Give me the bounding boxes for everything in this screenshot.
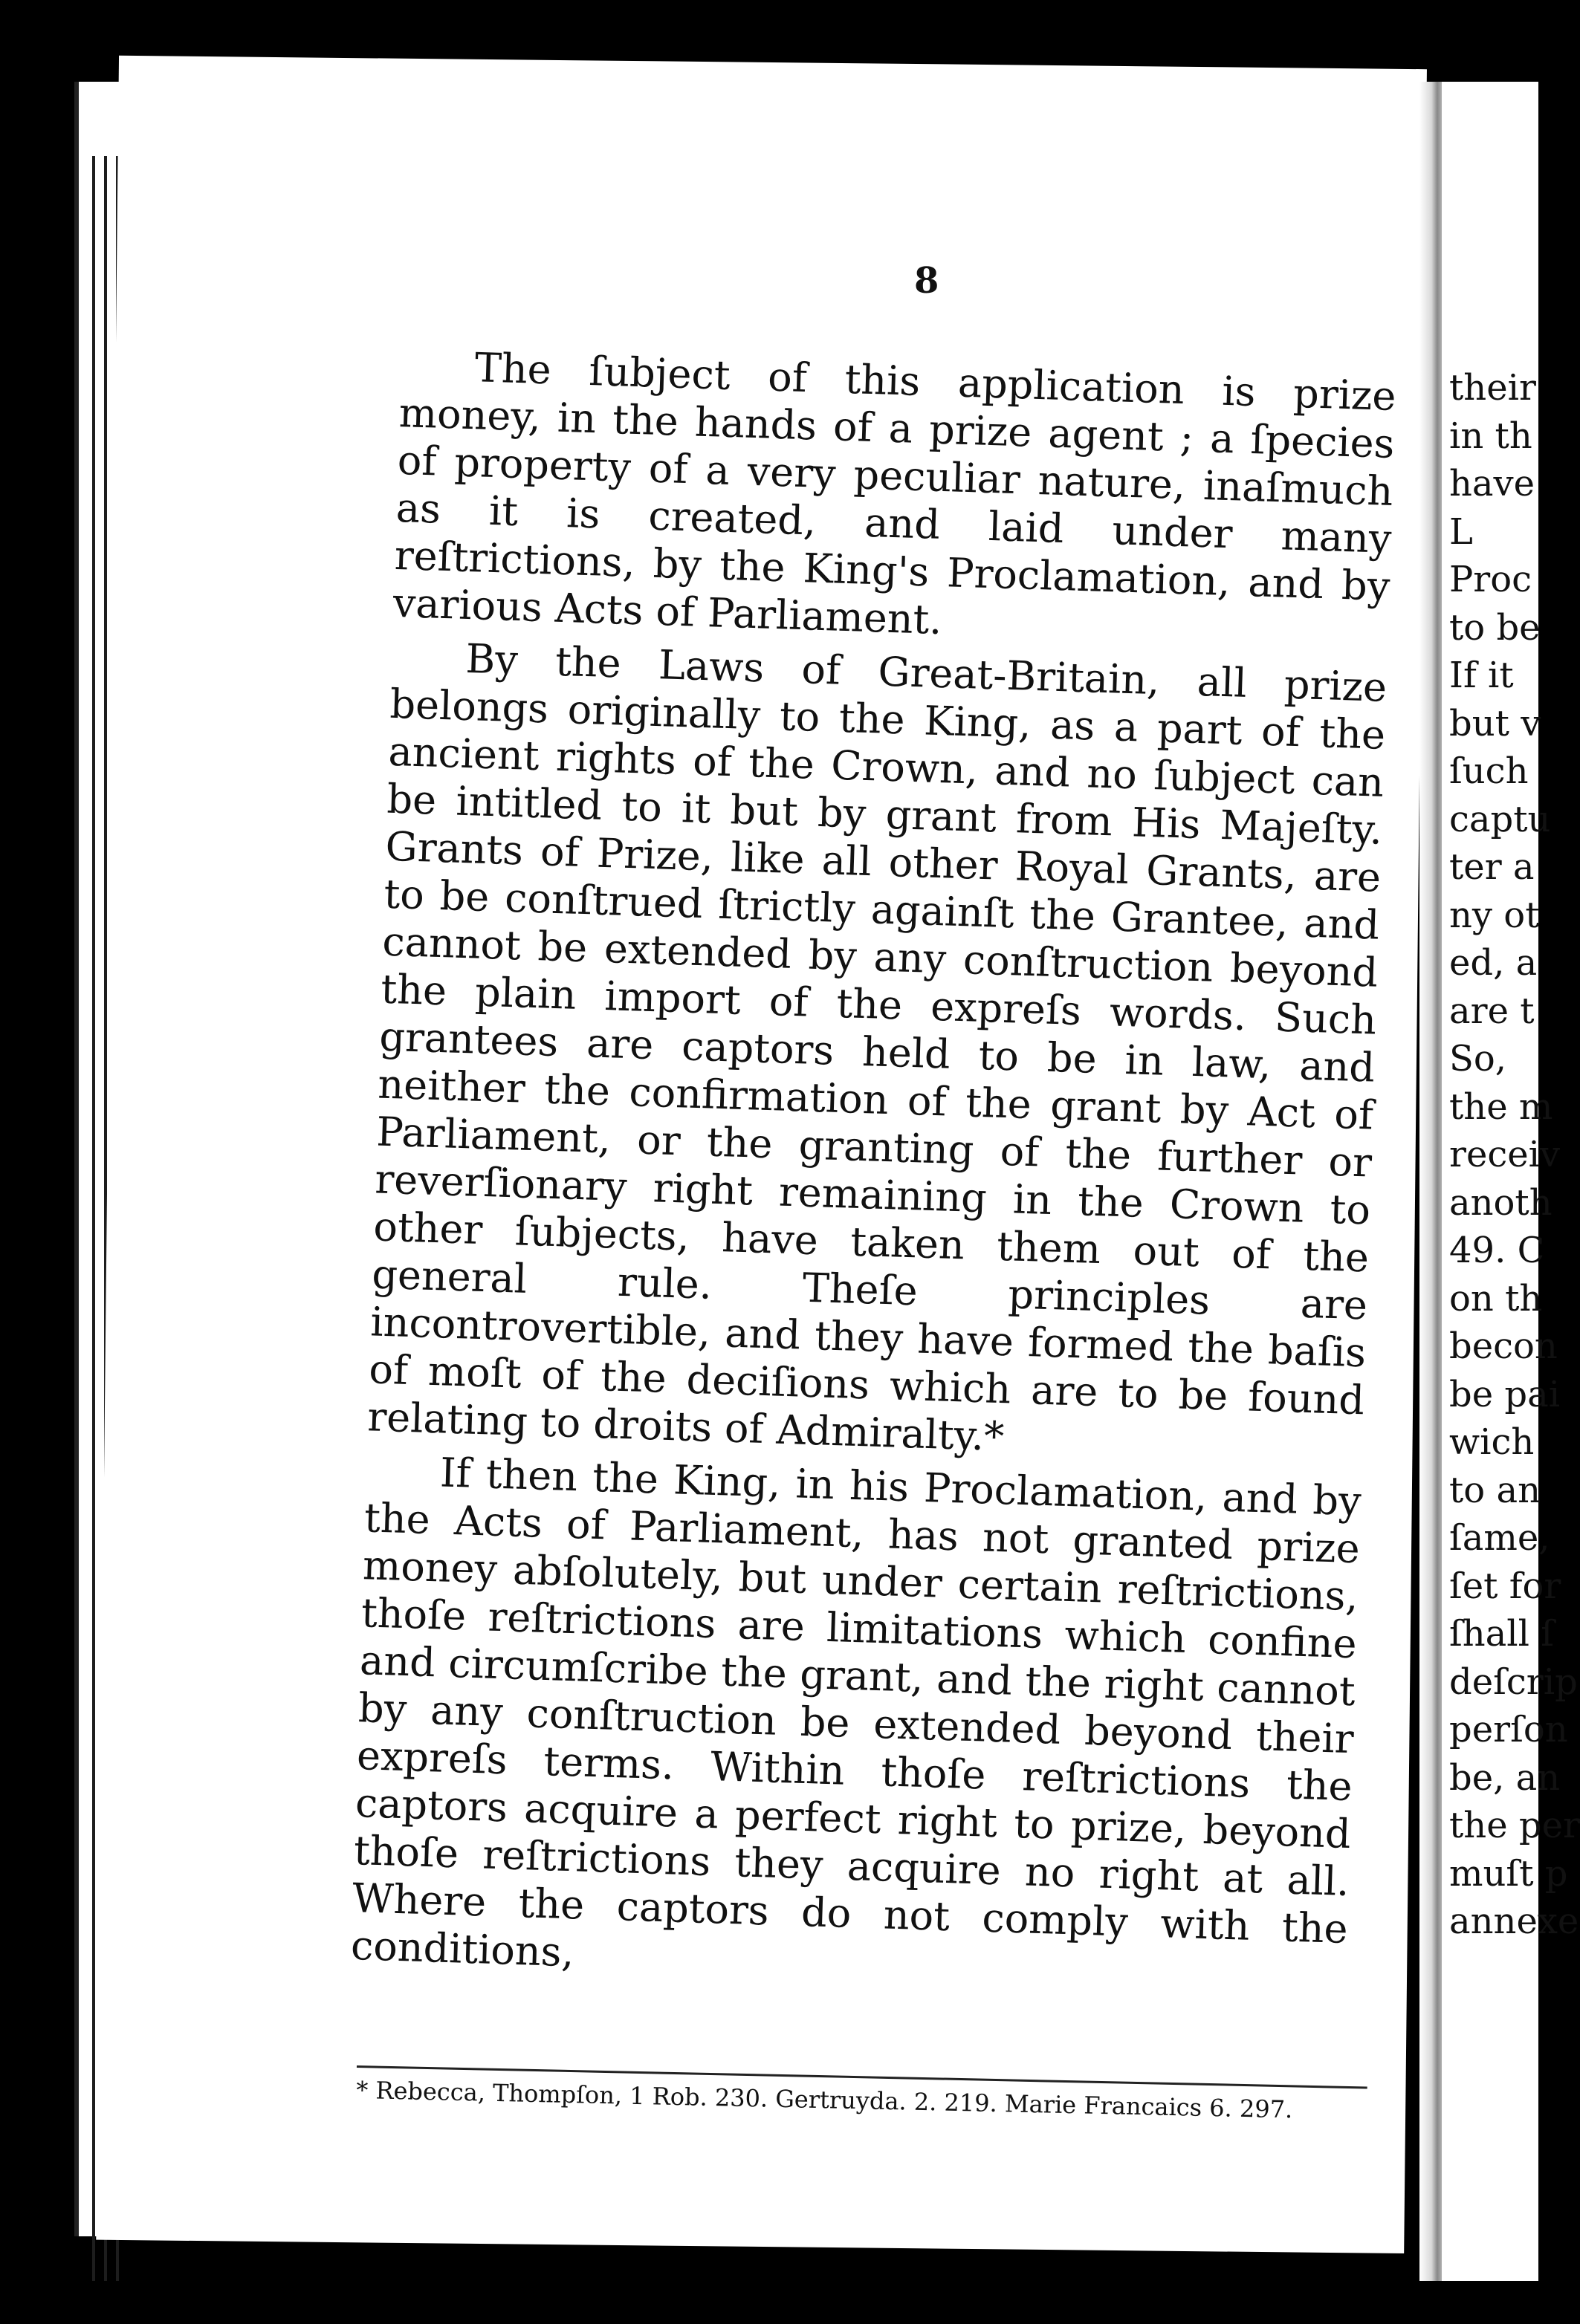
right-page-line: but v xyxy=(1449,702,1541,744)
right-page-line: receiv xyxy=(1449,1134,1561,1175)
right-page-line: on th xyxy=(1449,1277,1543,1320)
paragraph: If then the King, in his Proclamation, and by the Acts of Parliament, has not granted prize money abſolutely, but under certain reſtrictions, thoſe reſtrictions are limitations which confine and circumſcribe the grant, and the right cannot by any conſtruction be extended beyond their expreſs terms. Within thoſe reſtrictions the captors acquire a perfect right to prize, beyond thoſe reſtrictions they acquire no right at all. Where the captors do not comply with the conditions, xyxy=(350,1449,1362,1976)
right-page-line: ſame, xyxy=(1449,1517,1550,1559)
right-page-line: deſcrip xyxy=(1449,1661,1578,1703)
right-page-line: If it xyxy=(1449,655,1514,696)
right-page-line: annexe xyxy=(1449,1901,1579,1942)
right-page-line: ſet for xyxy=(1449,1565,1561,1607)
right-page-line: ed, a xyxy=(1449,942,1538,984)
main-text-block xyxy=(350,342,1396,2007)
right-page-line: ter a xyxy=(1449,846,1535,888)
right-page-line: captu xyxy=(1449,798,1551,840)
right-page-line: have xyxy=(1449,463,1535,504)
right-page-line: 49. C xyxy=(1449,1230,1545,1271)
right-page-line: be, an xyxy=(1449,1756,1561,1799)
right-page-text xyxy=(1449,364,1580,1946)
right-page-line: the per xyxy=(1449,1805,1580,1846)
right-page-line: in th xyxy=(1449,415,1532,457)
right-page-line: Proc xyxy=(1449,559,1532,600)
right-page-line: their xyxy=(1449,367,1536,409)
right-page-line: wich xyxy=(1449,1421,1535,1463)
right-page-line: are t xyxy=(1449,990,1535,1032)
right-page-line: L xyxy=(1449,510,1473,553)
right-page-line: anoth xyxy=(1449,1181,1553,1224)
right-page-line: ſuch xyxy=(1449,750,1529,792)
right-page-line: to be xyxy=(1449,606,1541,649)
right-page-line: the m xyxy=(1449,1085,1553,1128)
right-page-line: muſt p xyxy=(1449,1852,1568,1895)
right-page-line: ſhall ſ xyxy=(1449,1613,1555,1655)
right-page-line: So, xyxy=(1449,1038,1507,1080)
footnote: * Rebecca, Thompſon, 1 Rob. 230. Gertruyda. 2. 219. Marie Francaics 6. 297. xyxy=(356,2065,1367,2126)
right-page-line: becon xyxy=(1449,1325,1558,1367)
paragraph: The ſubject of this application is prize money, in the hands of a prize agent ; a ſpecies of property of a very peculiar nature, inaſmuch as it is created, and laid under many reſtrictions, by the King's Proclamation, and by various Acts of Parliament. xyxy=(392,344,1397,644)
right-page-line: ny ot xyxy=(1449,894,1540,936)
paragraph: By the Laws of Great-Britain, all prize belongs originally to the King, as a part of the ancient rights of the Crown, and no ſubject can be intitled to it but by grant from His Majeſty. Grants of Prize, like all other Royal Grants, are to be conſtrued ſtrictly againſt the Grantee, and cannot be extended by any conſtruction beyond the plain import of the expreſs words. Such grantees are captors held to be in law, and neither the confirmation of the grant by Act of Parliament, or the granting of the further or reverſionary right remaining in the Crown to other ſubjects, have taken them out of the general rule. Theſe principles are incontrovertible, and they have formed the baſis of moſt of the deciſions which are to be found relating to droits of Admiralty.* xyxy=(366,634,1388,1461)
right-page-line: perſon xyxy=(1449,1709,1568,1750)
right-page-line: be pai xyxy=(1449,1373,1561,1415)
page-number: 8 xyxy=(914,260,939,302)
right-page-line: to an xyxy=(1449,1469,1541,1511)
edge-line xyxy=(92,156,95,2281)
